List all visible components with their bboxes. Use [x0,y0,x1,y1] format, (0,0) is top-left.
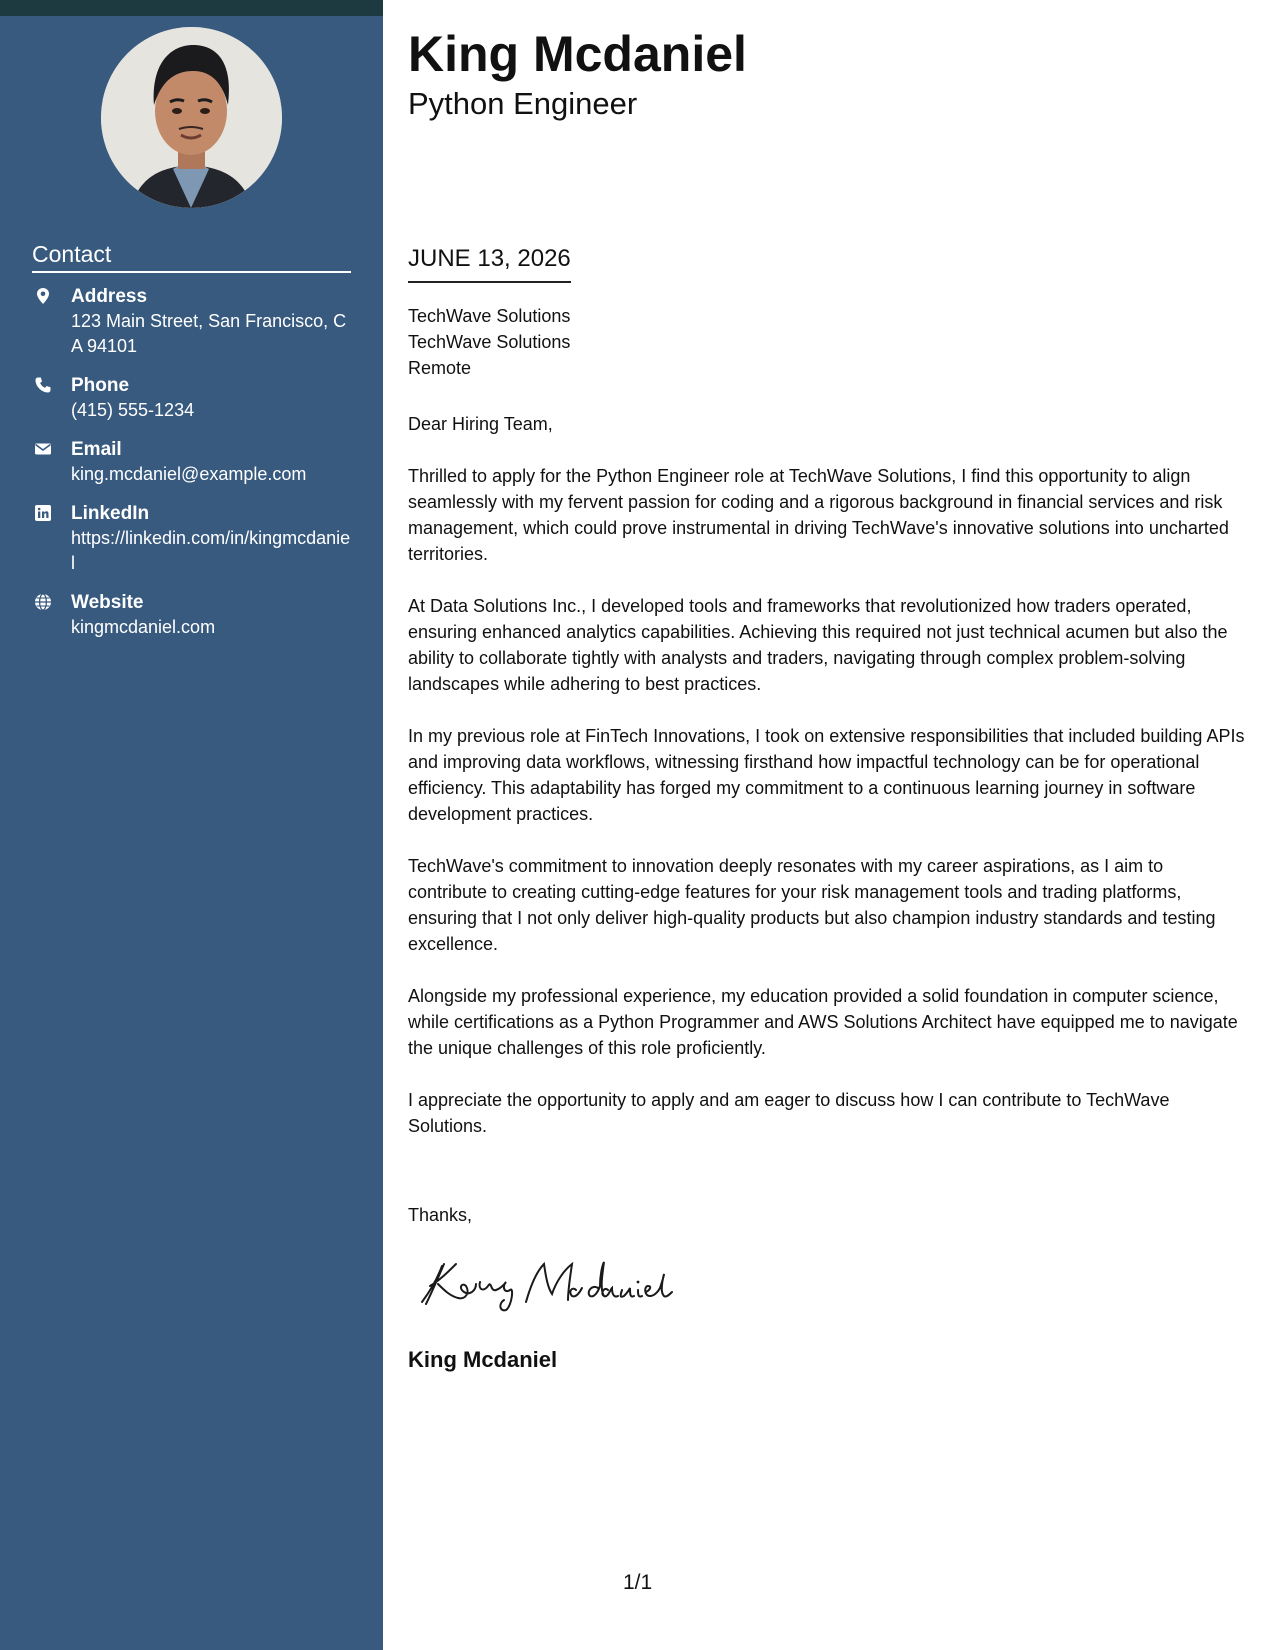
linkedin-icon [34,504,52,522]
contact-label-phone: Phone [71,375,130,396]
letter-paragraph: TechWave's commitment to innovation deeply resonates with my career aspirations, as I aim to contribute to creating cutting-edge features for your risk management tools and trading platforms, ensuring that I not only deliver high-quality products but also champion industry standards and testing excellence. [408,856,1216,954]
contact-label-linkedin: LinkedIn [71,503,150,524]
phone-icon [34,376,52,394]
handwritten-signature [414,1252,674,1312]
letter-greeting: Dear Hiring Team, [408,414,553,434]
letter-paragraph: I appreciate the opportunity to apply and am eager to discuss how I can contribute to TechWave Solutions. [408,1090,1170,1136]
page-number: 1/1 [623,1571,653,1594]
address-value: 123 Main Street, San Francisco, CA 94101 [71,311,347,356]
applicant-role: Python Engineer [408,86,638,121]
email-link[interactable]: king.mcdaniel@example.com [71,464,307,484]
phone-value: (415) 555-1234 [71,400,195,420]
recipient-block [408,303,570,381]
signed-name: King Mcdaniel [408,1347,558,1372]
website-link[interactable]: kingmcdaniel.com [71,617,216,637]
contact-item-website [32,590,352,640]
envelope-icon [34,440,52,458]
profile-photo [101,27,282,208]
linkedin-link[interactable]: https://linkedin.com/in/kingmcdaniel [71,528,351,573]
sidebar [0,0,383,1650]
letter-body [408,463,1246,1165]
contact-label-address: Address [71,286,148,307]
recipient-location: Remote [408,358,472,378]
letter-paragraph: Alongside my professional experience, my education provided a solid foundation in computer science, while certifications as a Python Programmer and AWS Solutions Architect have equipped me to navigate the unique challenges of this role proficiently. [408,986,1238,1058]
applicant-name: King Mcdaniel [408,26,747,82]
contact-item-phone [32,373,352,423]
recipient-company: TechWave Solutions [408,306,571,326]
location-pin-icon [34,287,52,305]
letter-date: JUNE 13, 2026 [408,243,571,283]
contact-label-email: Email [71,439,122,460]
contact-list [32,284,352,654]
letter-paragraph: At Data Solutions Inc., I developed tools and frameworks that revolutionized how traders operated, ensuring enhanced analytics capabilities. Achieving this required not just technical acumen but also the ability to collaborate tightly with analysts and traders, navigating through complex problem-solving landscapes while adhering to best practices. [408,596,1228,694]
recipient-company-line: TechWave Solutions [408,332,571,352]
avatar [101,27,282,208]
letter-paragraph: In my previous role at FinTech Innovations, I took on extensive responsibilities that included building APIs and improving data workflows, witnessing firsthand how impactful technology can be for operational efficiency. This adaptability has forged my commitment to a continuous learning journey in software development practices. [408,726,1245,824]
globe-icon [34,593,52,611]
contact-item-email [32,437,352,487]
contact-item-linkedin [32,501,352,576]
letter-paragraph: Thrilled to apply for the Python Engineer role at TechWave Solutions, I find this opportunity to align seamlessly with my fervent passion for coding and a rigorous background in financial services and risk management, which could prove instrumental in driving TechWave's innovative solutions into uncharted territories. [408,466,1229,564]
contact-heading: Contact [32,240,351,273]
letter-closing: Thanks, [408,1205,473,1225]
contact-label-website: Website [71,592,144,613]
contact-item-address [32,284,352,359]
sidebar-top-bar [0,0,383,16]
